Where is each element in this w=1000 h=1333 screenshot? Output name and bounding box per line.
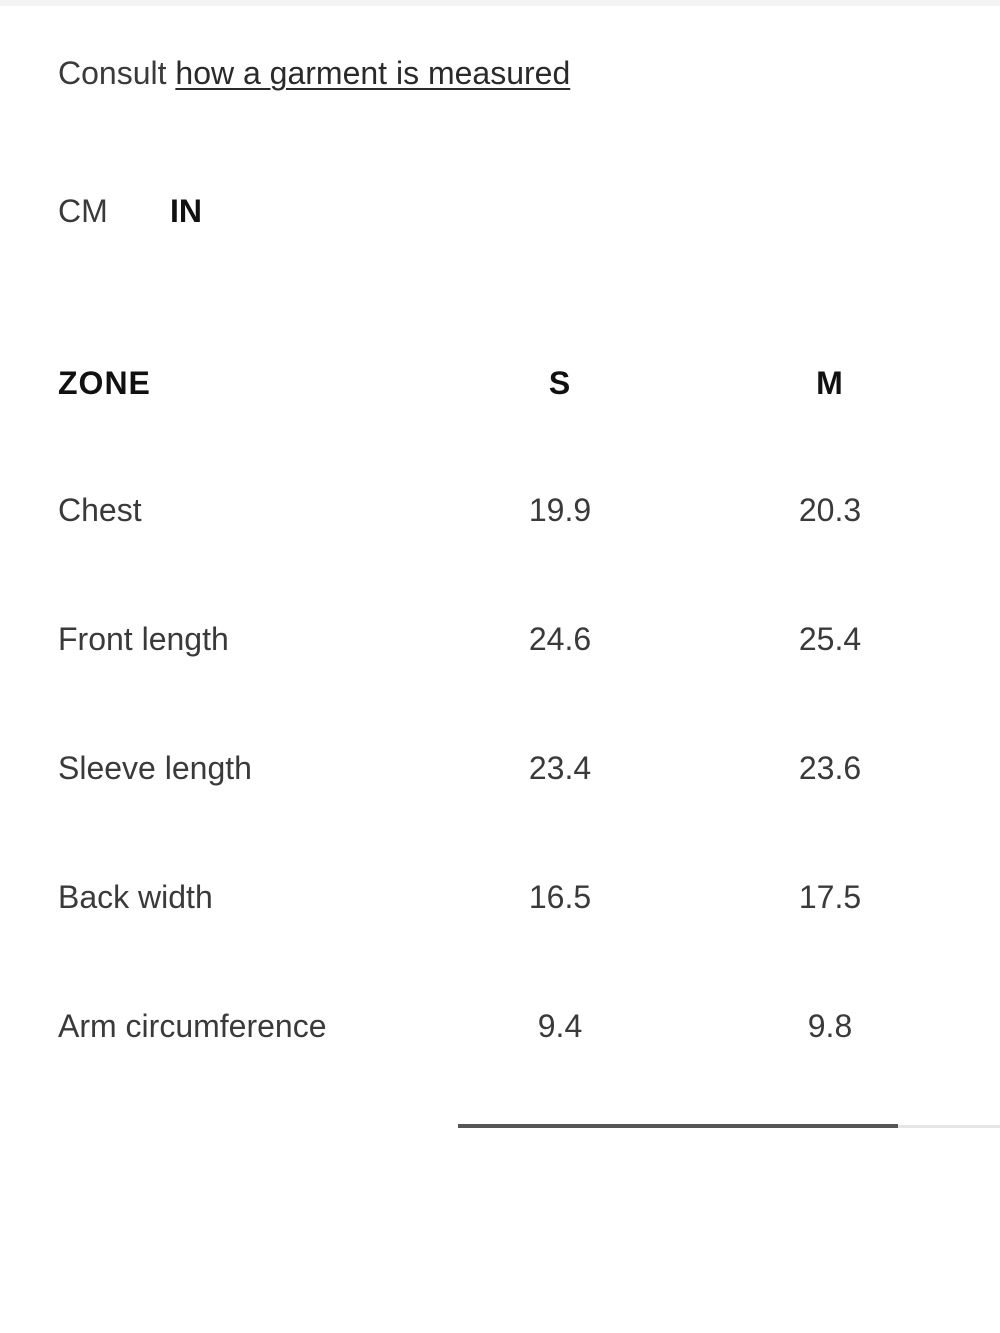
row-label-chest: Chest bbox=[58, 492, 142, 528]
cell-sleeve-length-s: 23.4 bbox=[528, 750, 592, 786]
horizontal-scroll-thumb[interactable] bbox=[458, 1124, 898, 1128]
table-header-zone: ZONE bbox=[58, 365, 151, 401]
row-label-back-width: Back width bbox=[58, 879, 213, 915]
unit-in-option[interactable]: IN bbox=[170, 193, 202, 229]
row-label-arm-circumference: Arm circumference bbox=[58, 1008, 327, 1044]
cell-chest-s: 19.9 bbox=[528, 492, 592, 528]
table-header-size-m: M bbox=[816, 365, 844, 401]
cell-arm-circumference-m: 9.8 bbox=[807, 1008, 853, 1044]
top-edge-divider bbox=[0, 0, 1000, 6]
cell-back-width-m: 17.5 bbox=[798, 879, 862, 915]
cell-sleeve-length-m: 23.6 bbox=[798, 750, 862, 786]
measurement-guide-line bbox=[58, 52, 570, 94]
consult-prefix: Consult bbox=[58, 55, 167, 91]
cell-chest-m: 20.3 bbox=[798, 492, 862, 528]
table-header-size-s: S bbox=[548, 365, 572, 401]
row-label-front-length: Front length bbox=[58, 621, 229, 657]
unit-toggle bbox=[58, 190, 202, 232]
cell-front-length-s: 24.6 bbox=[528, 621, 592, 657]
cell-arm-circumference-s: 9.4 bbox=[537, 1008, 583, 1044]
unit-cm-option[interactable]: CM bbox=[58, 193, 108, 229]
cell-front-length-m: 25.4 bbox=[798, 621, 862, 657]
row-label-sleeve-length: Sleeve length bbox=[58, 750, 252, 786]
cell-back-width-s: 16.5 bbox=[528, 879, 592, 915]
how-measured-link[interactable]: how a garment is measured bbox=[175, 55, 571, 91]
